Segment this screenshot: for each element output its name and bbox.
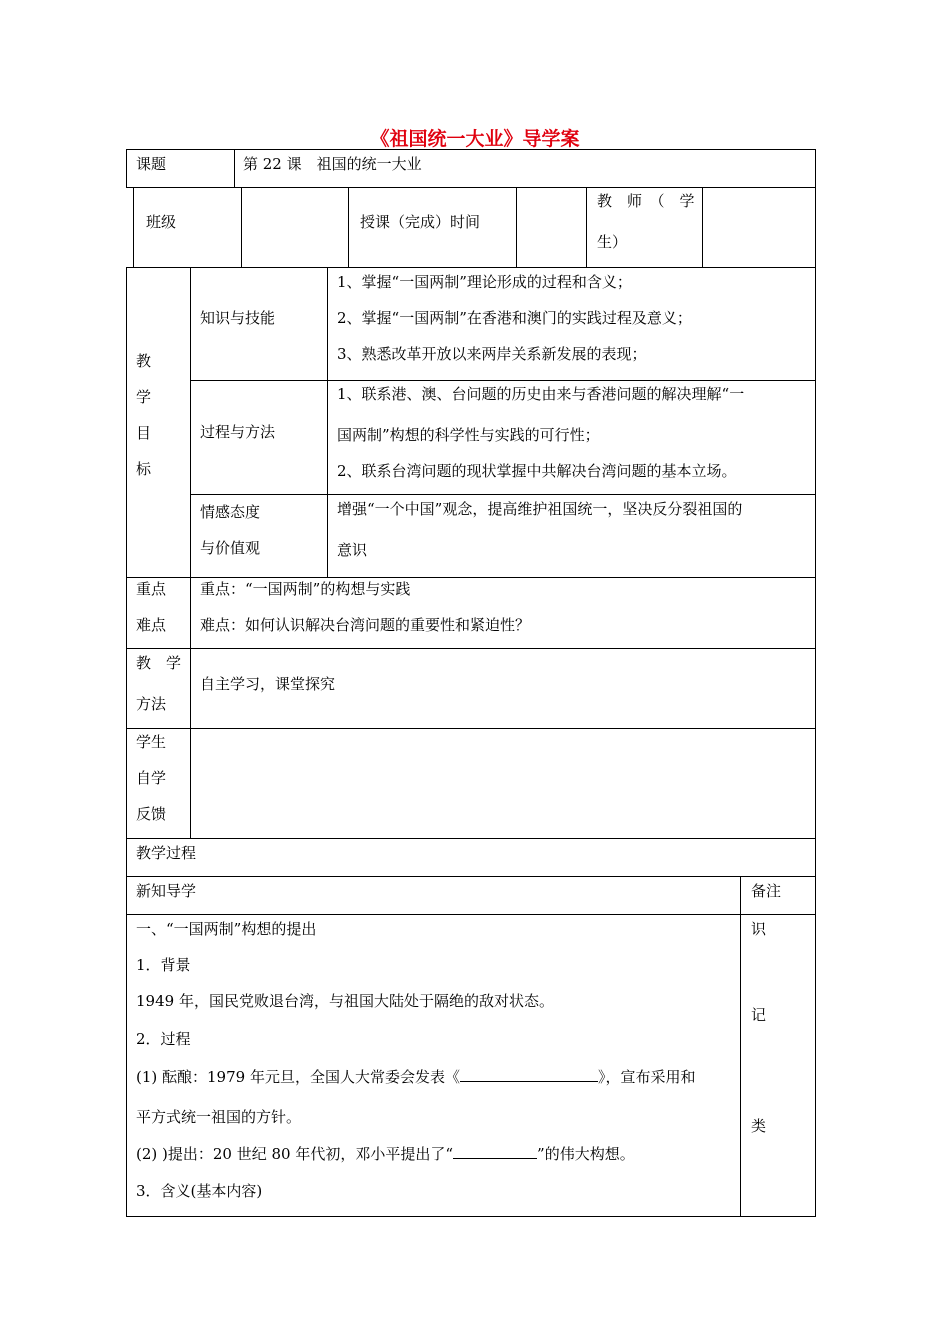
section-heading: 一、“一国两制”构想的提出 [136, 920, 317, 938]
method-label: 方法 [136, 695, 167, 713]
topic-row [126, 149, 816, 188]
method-label: 教 学 [136, 654, 182, 672]
process-method-line: 国两制”构想的科学性与实践的可行性； [337, 426, 600, 444]
background-title: 1．背景 [136, 956, 191, 974]
propose-suffix: ”的伟大构想。 [537, 1145, 635, 1163]
objectives-label-char: 教 [136, 352, 152, 370]
emotion-label: 与价值观 [200, 539, 261, 557]
topic-label: 课题 [136, 155, 167, 173]
meaning-title: 3．含义(基本内容) [136, 1182, 263, 1200]
emotion-label: 情感态度 [200, 503, 261, 521]
brew-line [136, 1067, 695, 1086]
brew-suffix: 》，宣布采用和 [597, 1068, 696, 1086]
teacher-label-line1: 教 师 （ 学 [597, 192, 695, 210]
class-label: 班级 [146, 213, 177, 231]
emotion-line: 增强“一个中国”观念，提高维护祖国统一，坚决反分裂祖国的 [337, 500, 743, 518]
objectives-label-char: 目 [136, 424, 152, 442]
notes-char: 识 [751, 920, 767, 938]
teaching-process-title: 教学过程 [136, 844, 197, 862]
propose-line [136, 1144, 635, 1163]
key-points-label: 难点 [136, 616, 167, 634]
knowledge-item: 2、掌握“一国两制”在香港和澳门的实践过程及意义； [337, 309, 692, 327]
feedback-label: 反馈 [136, 805, 167, 823]
fill-in-blank[interactable] [453, 1144, 537, 1159]
process-title: 2．过程 [136, 1030, 191, 1048]
time-label: 授课（完成）时间 [360, 213, 481, 231]
knowledge-item: 3、熟悉改革开放以来两岸关系新发展的表现； [337, 345, 647, 363]
difficult-point-text: 难点：如何认识解决台湾问题的重要性和紧迫性？ [200, 616, 531, 634]
emotion-line: 意识 [337, 541, 368, 559]
objectives-label-char: 标 [136, 460, 152, 478]
fill-in-blank[interactable] [460, 1067, 598, 1082]
topic-value: 第 22 课 祖国的统一大业 [243, 155, 422, 173]
notes-label: 备注 [751, 882, 782, 900]
process-method-label: 过程与方法 [200, 423, 276, 441]
key-point-text: 重点：“一国两制”的构想与实践 [200, 580, 411, 598]
key-points-label: 重点 [136, 580, 167, 598]
notes-char: 记 [751, 1006, 767, 1024]
knowledge-item: 1、掌握“一国两制”理论形成的过程和含义； [337, 273, 632, 291]
process-method-line: 1、联系港、澳、台问题的历史由来与香港问题的解决理解“一 [337, 385, 745, 403]
brew-prefix: (1) 酝酿：1979 年元旦，全国人大常委会发表《 [136, 1068, 460, 1086]
teacher-label-line2: 生） [597, 233, 628, 251]
feedback-label: 自学 [136, 769, 167, 787]
objectives-label-char: 学 [136, 388, 152, 406]
notes-char: 类 [751, 1117, 767, 1135]
brew-line-2: 平方式统一祖国的方针。 [136, 1108, 302, 1126]
knowledge-label: 知识与技能 [200, 309, 276, 327]
process-method-line: 2、联系台湾问题的现状掌握中共解决台湾问题的基本立场。 [337, 462, 737, 480]
document-title: 《祖国统一大业》导学案 [370, 128, 580, 150]
propose-prefix: (2) )提出：20 世纪 80 年代初，邓小平提出了“ [136, 1145, 454, 1163]
method-value: 自主学习，课堂探究 [200, 675, 336, 693]
background-text: 1949 年，国民党败退台湾，与祖国大陆处于隔绝的敌对状态。 [136, 992, 554, 1010]
feedback-label: 学生 [136, 733, 167, 751]
new-knowledge-title: 新知导学 [136, 882, 197, 900]
